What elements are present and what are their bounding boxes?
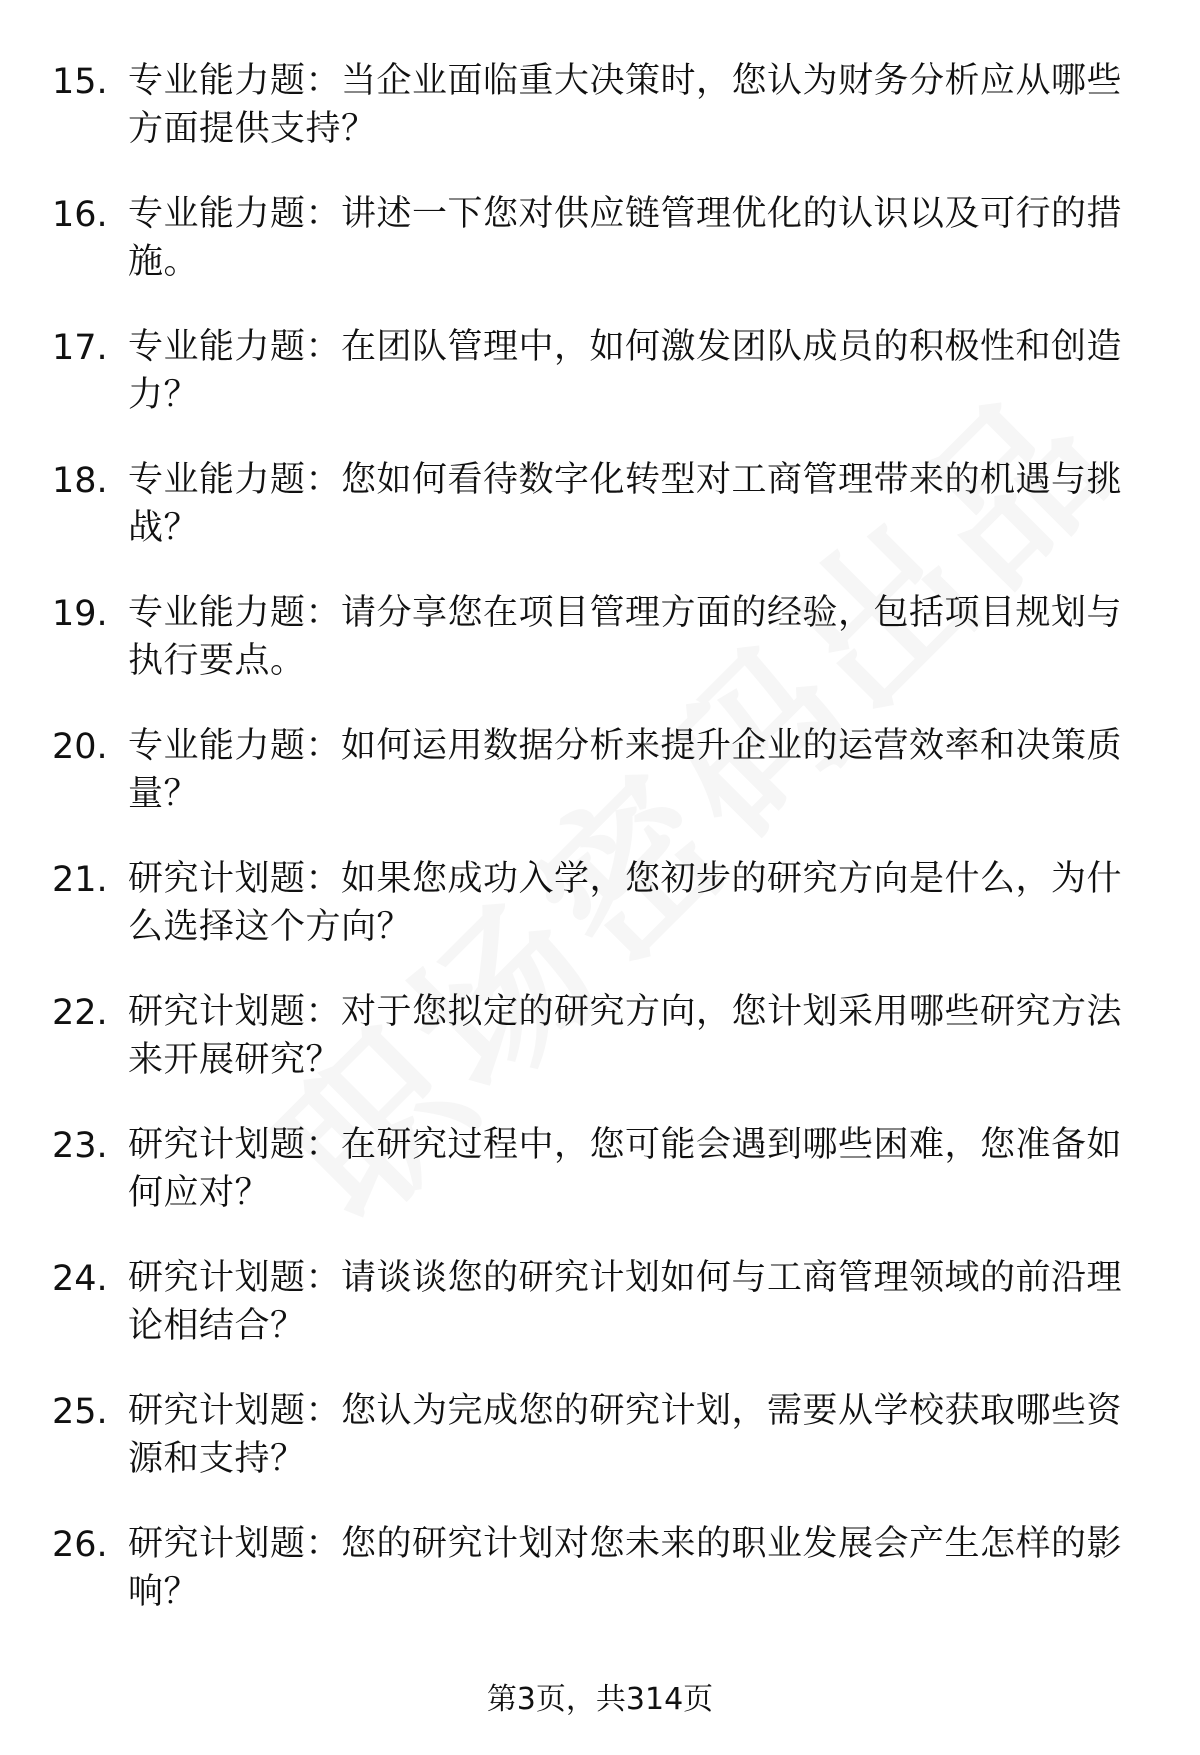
question-item xyxy=(0,722,1200,855)
question-number: 20. xyxy=(52,727,108,767)
question-text: 研究计划题：您认为完成您的研究计划，需要从学校获取哪些资源和支持？ xyxy=(128,1391,1123,1479)
question-number: 25. xyxy=(52,1392,108,1432)
question-text: 专业能力题：您如何看待数字化转型对工商管理带来的机遇与挑战？ xyxy=(128,460,1123,548)
question-item xyxy=(0,1387,1200,1520)
question-text: 专业能力题：讲述一下您对供应链管理优化的认识以及可行的措施。 xyxy=(128,194,1123,282)
question-item xyxy=(0,589,1200,722)
question-number: 24. xyxy=(52,1259,108,1299)
question-text: 研究计划题：在研究过程中，您可能会遇到哪些困难，您准备如何应对？ xyxy=(128,1125,1123,1213)
question-text: 专业能力题：在团队管理中，如何激发团队成员的积极性和创造力？ xyxy=(128,327,1123,415)
question-item xyxy=(0,855,1200,988)
page-footer xyxy=(0,1680,1200,1720)
question-number: 17. xyxy=(52,328,108,368)
question-number: 15. xyxy=(52,62,108,102)
question-item xyxy=(0,323,1200,456)
question-item xyxy=(0,1254,1200,1387)
question-text: 研究计划题：如果您成功入学，您初步的研究方向是什么，为什么选择这个方向？ xyxy=(128,859,1123,947)
question-text: 专业能力题：请分享您在项目管理方面的经验，包括项目规划与执行要点。 xyxy=(128,593,1123,681)
question-list xyxy=(0,57,1200,1653)
question-number: 16. xyxy=(52,195,108,235)
question-number: 23. xyxy=(52,1126,108,1166)
question-item xyxy=(0,1121,1200,1254)
question-number: 19. xyxy=(52,594,108,634)
question-item xyxy=(0,456,1200,589)
question-text: 专业能力题：如何运用数据分析来提升企业的运营效率和决策质量？ xyxy=(128,726,1123,814)
question-item xyxy=(0,57,1200,190)
question-number: 22. xyxy=(52,993,108,1033)
question-text: 研究计划题：您的研究计划对您未来的职业发展会产生怎样的影响？ xyxy=(128,1524,1123,1612)
question-number: 18. xyxy=(52,461,108,501)
question-text: 专业能力题：当企业面临重大决策时，您认为财务分析应从哪些方面提供支持？ xyxy=(128,61,1123,149)
question-text: 研究计划题：对于您拟定的研究方向，您计划采用哪些研究方法来开展研究？ xyxy=(128,992,1123,1080)
question-number: 21. xyxy=(52,860,108,900)
page-number-label: 第3页，共314页 xyxy=(486,1682,714,1717)
question-number: 26. xyxy=(52,1525,108,1565)
question-text: 研究计划题：请谈谈您的研究计划如何与工商管理领域的前沿理论相结合？ xyxy=(128,1258,1123,1346)
question-item xyxy=(0,1520,1200,1653)
question-item xyxy=(0,988,1200,1121)
question-item xyxy=(0,190,1200,323)
